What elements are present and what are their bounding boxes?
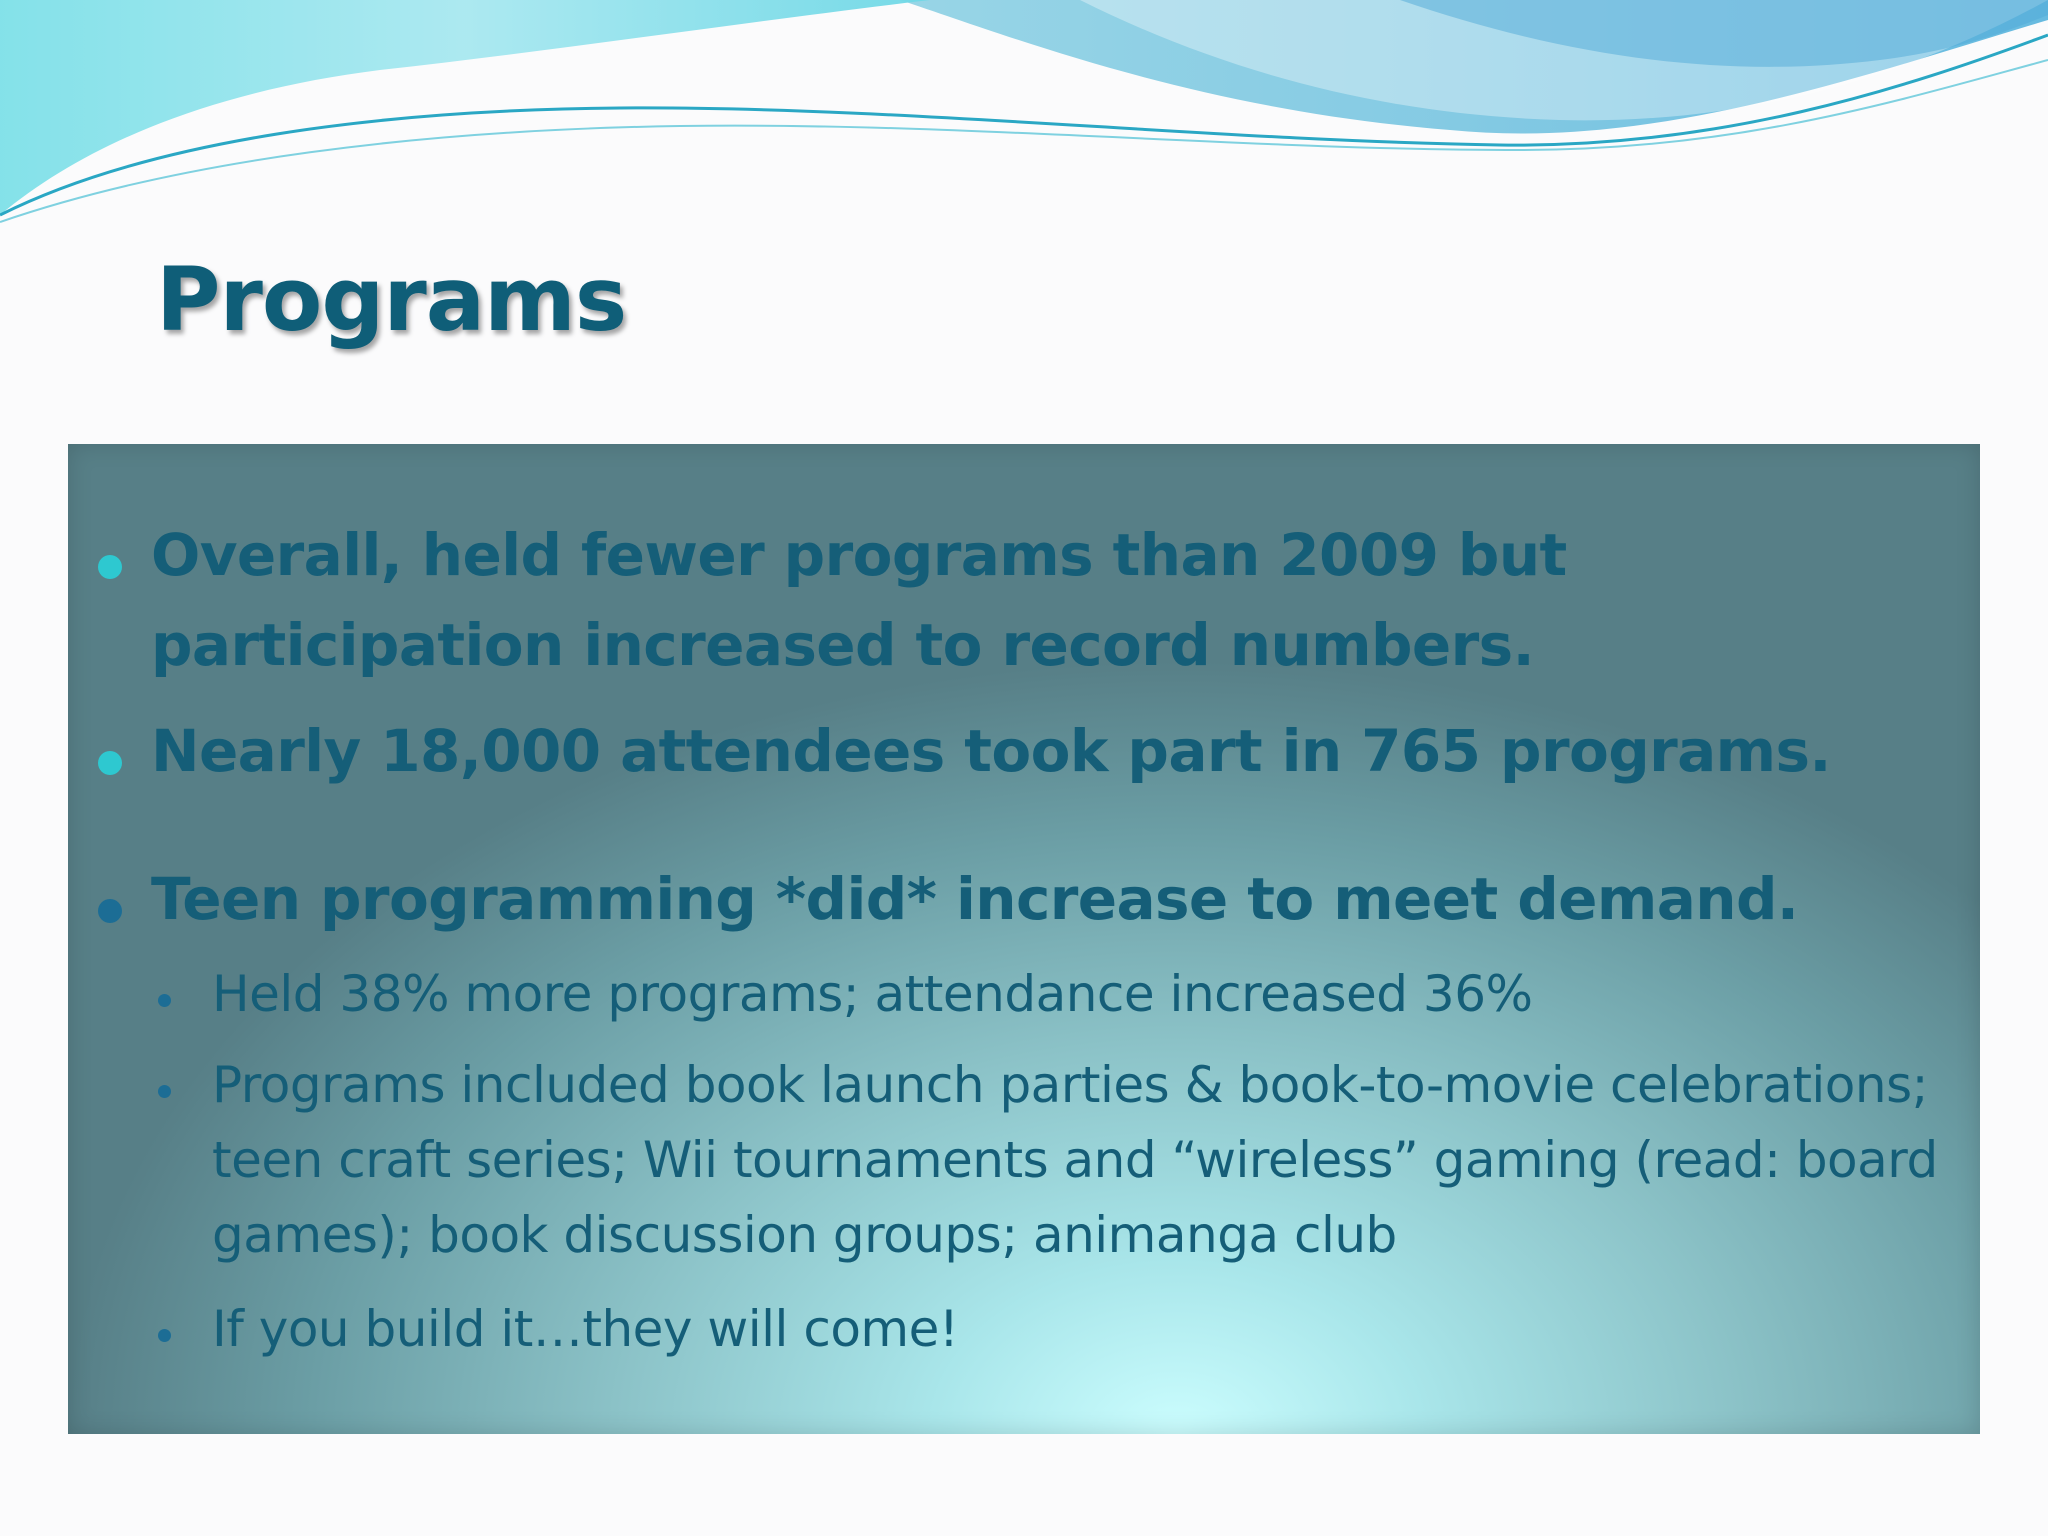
list-item-text: If you build it…they will come! (212, 1300, 959, 1358)
list-item-text: Nearly 18,000 attendees took part in 765 programs. (151, 717, 1831, 785)
list-item (68, 706, 1980, 796)
slide-title: Programs (156, 248, 627, 351)
list-item (68, 957, 1980, 1032)
bullet-icon (158, 1085, 171, 1098)
list-item (68, 510, 1980, 690)
list-item (68, 854, 1980, 944)
bullet-icon (98, 899, 122, 923)
bullet-icon (158, 994, 171, 1007)
list-item-text: Overall, held fewer programs than 2009 but participation increased to record numbers. (151, 521, 1567, 679)
list-item (68, 1292, 1980, 1367)
bullet-icon (158, 1329, 171, 1342)
list-item-text: Held 38% more programs; attendance increased 36% (212, 965, 1533, 1023)
list-item (68, 1048, 1980, 1273)
decorative-wave-header (0, 0, 2048, 240)
list-item-text: Programs included book launch parties & book-to-movie celebrations; teen craft series; Wii tournaments and “wireless” gaming (read: board games); book discussion groups; animanga club (212, 1056, 1938, 1264)
content-box (68, 444, 1980, 1434)
bullet-icon (98, 751, 122, 775)
list-item-text: Teen programming *did* increase to meet demand. (151, 865, 1799, 933)
bullet-icon (98, 555, 122, 579)
